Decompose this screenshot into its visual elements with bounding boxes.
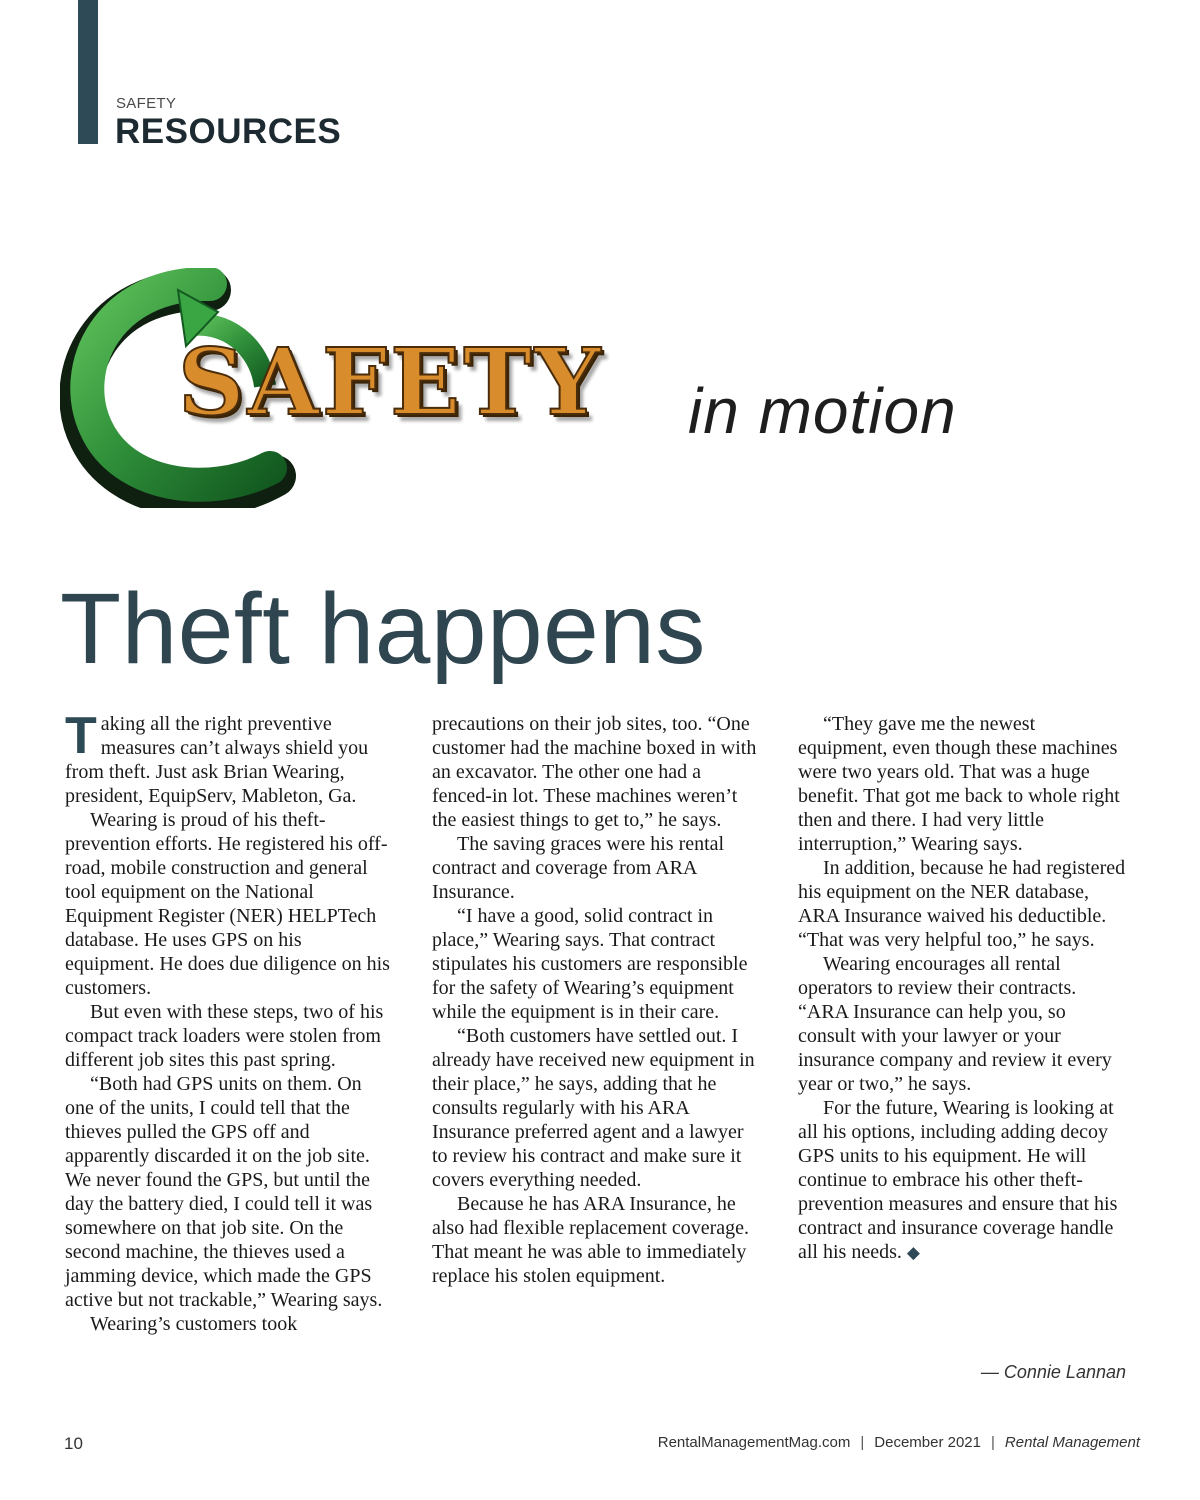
article-paragraph: “They gave me the newest equipment, even though these machines were two years old. That was a huge benefit. That got me back to whole right then and there. I had very little interruption,” Wearing says.: [798, 713, 1120, 855]
footer-date: December 2021: [874, 1434, 981, 1451]
article-column-2: [432, 712, 762, 1288]
footer-info: [658, 1434, 1140, 1451]
byline: — Connie Lannan: [980, 1362, 1126, 1382]
article-paragraph: Wearing is proud of his theft-prevention efforts. He registered his off-road, mobile construction and general tool equipment on the National Equipment Register (NER) HELPTech database. He uses GPS on his equipment. He does due diligence on his customers.: [65, 809, 390, 999]
page-number: 10: [64, 1434, 83, 1453]
end-mark-icon: ◆: [906, 1243, 920, 1262]
article-column-1: [65, 707, 395, 1336]
drop-cap: T: [65, 707, 97, 765]
footer-separator: |: [991, 1434, 995, 1451]
article-paragraph: But even with these steps, two of his compact track loaders were stolen from different job sites this past spring.: [65, 1001, 384, 1071]
footer-site: RentalManagementMag.com: [657, 1434, 851, 1451]
article-paragraph: Wearing encourages all rental operators to review their contracts. “ARA Insurance can help you, so consult with your lawyer or your insurance company and review it every year or two,” he says.: [798, 953, 1112, 1095]
logo-word: SAFETY: [178, 328, 604, 436]
article-paragraph: “Both customers have settled out. I already have received new equipment in their place,” he says, adding that he consults regularly with his ARA Insurance preferred agent and a lawyer to review his contract and make sure it covers everything needed.: [432, 1025, 755, 1191]
article-paragraph: The saving graces were his rental contract and coverage from ARA Insurance.: [432, 833, 725, 903]
article-paragraph: In addition, because he had registered his equipment on the NER database, ARA Insurance waived his deductible. “That was very helpful too,” he says.: [798, 857, 1126, 951]
section-accent-bar: [78, 0, 98, 144]
article-paragraph: Taking all the right preventive measures can’t always shield you from theft. Just ask Brian Wearing, president, EquipServ, Mableton, Ga.: [65, 707, 369, 807]
section-title: RESOURCES: [115, 112, 342, 151]
article-paragraph: For the future, Wearing is looking at all his options, including adding decoy GPS units to his equipment. He will continue to embrace his other theft-prevention measures and ensure that his contract and insurance coverage handle all his needs. ◆: [798, 1097, 1118, 1263]
article-paragraph: Wearing’s customers took: [90, 1313, 298, 1335]
article-paragraph: “I have a good, solid contract in place,” Wearing says. That contract stipulates his customers are responsible for the safety of Wearing’s equipment while the equipment is in their care.: [432, 905, 748, 1023]
section-kicker: SAFETY: [116, 95, 177, 112]
article-headline: Theft happens: [60, 573, 706, 685]
article-paragraph: Because he has ARA Insurance, he also had flexible replacement coverage. That meant he was able to immediately replace his stolen equipment.: [432, 1193, 750, 1287]
article-column-3: [798, 712, 1128, 1265]
article-paragraph: “Both had GPS units on them. On one of the units, I could tell that the thieves pulled the GPS off and apparently discarded it on the job site. We never found the GPS, but until the day the battery died, I could tell it was somewhere on that job site. On the second machine, the thieves used a jamming device, which made the GPS active but not trackable,” Wearing says.: [65, 1073, 383, 1311]
logo-tagline: in motion: [688, 375, 957, 447]
footer-magazine: Rental Management: [1004, 1434, 1140, 1451]
article-paragraph: precautions on their job sites, too. “One customer had the machine boxed in with an excavator. The other one had a fenced-in lot. These machines weren’t the easiest things to get to,” he says.: [432, 713, 757, 831]
safety-in-motion-logo: [60, 268, 980, 508]
footer-separator: |: [860, 1434, 865, 1451]
